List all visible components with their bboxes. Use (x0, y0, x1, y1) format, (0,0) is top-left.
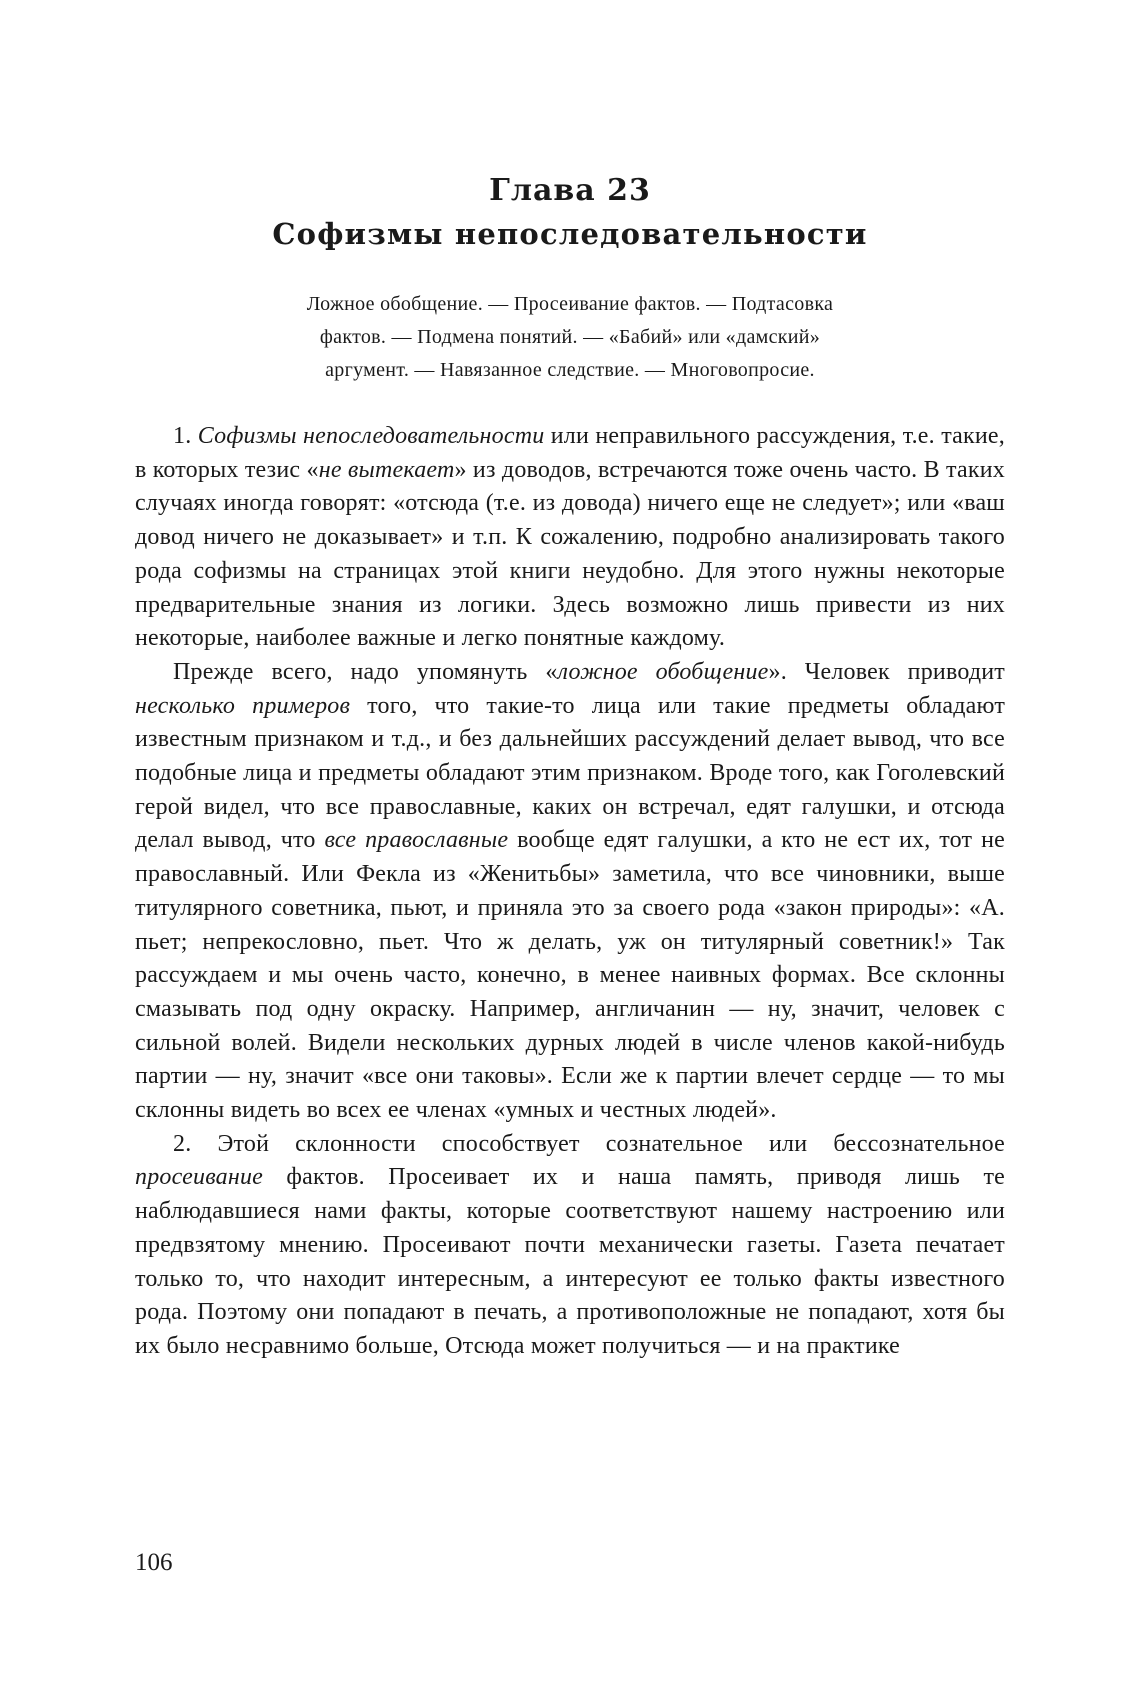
text-run: фактов. Просеивает их и наша память, приводя лишь те наблюдавшиеся нами факты, которые соответствуют нашему настроению или предвзятому мнению. Просеивают почти механически газеты. Газета печатает только то, что находит интересным, а интересуют ее только факты известного рода. Поэтому они попадают в печать, а противоположные не попадают, хотя бы их было несравнимо больше, Отсюда может получиться — и на практике (135, 1164, 1005, 1359)
text-run: » из доводов, встречаются тоже очень часто. В таких случаях иногда говорят: «отсюда (т.е. из довода) ничего еще не следует»; или «ваш довод ничего не доказывает» и т.п. К сожалению, подробно анализировать такого рода софизмы на страницах этой книги неудобно. Для этого нужны некоторые предварительные знания из логики. Здесь возможно лишь привести из них некоторые, наиболее важные и легко понятные каждому. (135, 456, 1005, 652)
chapter-title: Софизмы непоследовательности (272, 217, 868, 251)
italic-text-run: Софизмы непоследовательности (197, 423, 545, 449)
text-run: Прежде всего, надо упомянуть « (173, 658, 558, 685)
text-run: 2. Этой склонности способствует сознательное или бессознательное (173, 1130, 1005, 1157)
text-run: вообще едят галушки, а кто не ест их, тот не православный. Или Фекла из «Женитьбы» заметила, что все чиновники, выше титулярного советника, пьют, и приняла это за своего рода «закон природы»: «А. пьет; непрекословно, пьет. Что ж делать, уж он титулярный советник!» Так рассуждаем и мы очень часто, конечно, в менее наивных формах. Все склонны смазывать под одну окраску. Например, англичанин — ну, значит, человек с сильной волей. Видели нескольких дурных людей в числе членов какой-нибудь партии — ну, значит «все они таковы». Если же к партии влечет сердце — то мы склонны видеть во всех ее членах «умных и честных людей». (135, 827, 1005, 1124)
summary-line: Ложное обобщение. — Просеивание фактов. — Подтасовка (306, 293, 834, 315)
summary-line: аргумент. — Навязанное следствие. — Многовопросие. (325, 359, 815, 381)
chapter-summary (0, 288, 1140, 387)
paragraph (135, 656, 1005, 1128)
summary-line: фактов. — Подмена понятий. — «Бабий» или «дамский» (319, 326, 821, 348)
chapter-header (0, 170, 1140, 256)
chapter-number: Глава 23 (489, 173, 651, 208)
text-run: ». Человек приводит (768, 658, 1005, 685)
body-text (135, 420, 1005, 1364)
paragraph (135, 420, 1005, 656)
italic-text-run: все православные (324, 827, 509, 854)
text-run: или неправильного рассуждения, т.е. такие, в которых тезис « (135, 423, 1005, 483)
page-number: 106 (135, 1549, 173, 1576)
italic-text-run: ложное обобщение (557, 658, 769, 685)
italic-text-run: не вытекает (318, 456, 455, 483)
text-run: того, что такие-то лица или такие предметы обладают известным признаком и т.д., и без дальнейших рассуждений делает вывод, что все подобные лица и предметы обладают этим признаком. Вроде того, как Гоголевский герой видел, что все православные, каких он встречал, едят галушки, и отсюда делал вывод, что (135, 692, 1006, 854)
paragraph (135, 1128, 1005, 1364)
text-run: 1. (173, 423, 198, 449)
italic-text-run: просеивание (135, 1164, 264, 1191)
italic-text-run: несколько примеров (135, 692, 351, 719)
